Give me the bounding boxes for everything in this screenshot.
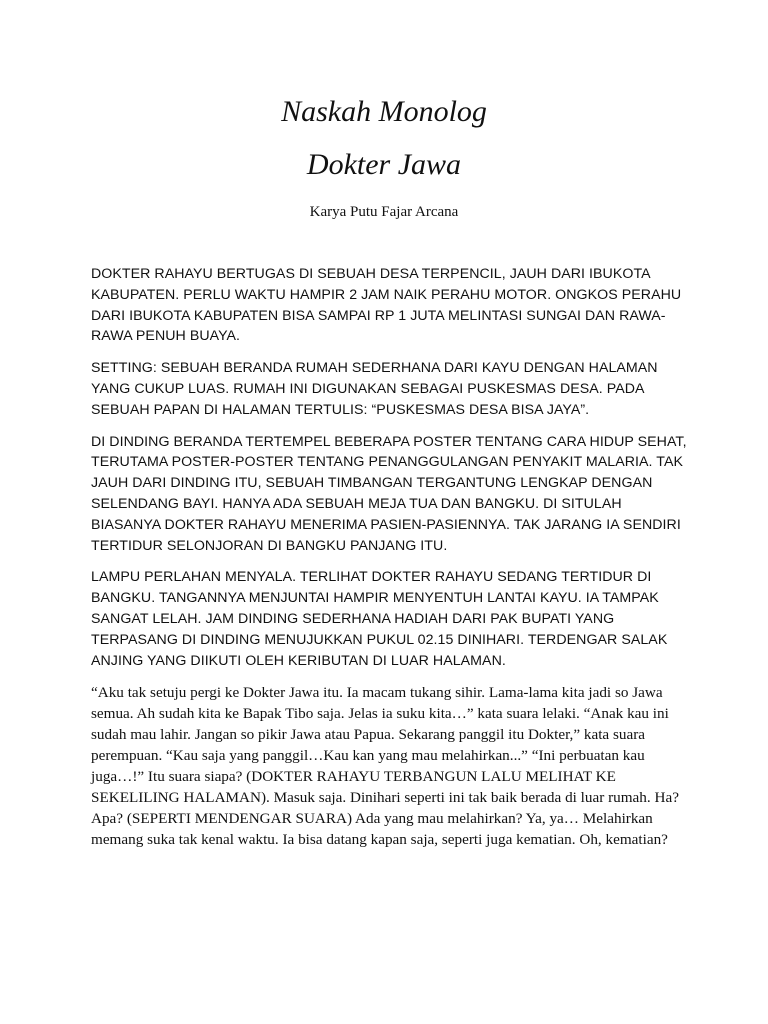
document-title: Naskah Monolog	[281, 95, 487, 128]
author-credit: Karya Putu Fajar Arcana	[309, 204, 459, 220]
paragraph-dialogue: “Aku tak setuju pergi ke Dokter Jawa itu. Ia macam tukang sihir. Lama-lama kita jadi so Jawa semua. Ah sudah kita ke Bapak Tibo saja. Jelas ia suku kita…” kata suara lelaki. “Anak kau ini sudah mau lahir. Jangan so pikir Jawa atau Papua. Sekarang panggil itu Dokter,” kata suara perempuan. “Kau saja yang panggil…Kau kan yang mau melahirkan...” “Ini perbuatan kau juga…!” Itu suara siapa? (DOKTER RAHAYU TERBANGUN LALU MELIHAT KE SEKELILING HALAMAN). Masuk saja. Dinihari seperti ini tak baik berada di luar rumah. Ha? Apa? (SEPERTI MENDENGAR SUARA) Ada yang mau melahirkan? Ya, ya… Melahirkan memang suka tak kenal waktu. Ia bisa datang kapan saja, seperti juga kematian. Oh, kematian?	[91, 684, 679, 849]
document-body	[91, 264, 687, 850]
document-subtitle: Dokter Jawa	[306, 148, 462, 181]
paragraph-setting: SETTING: SEBUAH BERANDA RUMAH SEDERHANA DARI KAYU DENGAN HALAMAN YANG CUKUP LUAS. RUMAH INI DIGUNAKAN SEBAGAI PUSKESMAS DESA. PADA SEBUAH PAPAN DI HALAMAN TERTULIS: “PUSKESMAS DESA BISA JAYA”.	[91, 360, 658, 418]
paragraph-stage-direction: LAMPU PERLAHAN MENYALA. TERLIHAT DOKTER RAHAYU SEDANG TERTIDUR DI BANGKU. TANGANNYA MENJUNTAI HAMPIR MENYENTUH LANTAI KAYU. IA TAMPAK SANGAT LELAH. JAM DINDING SEDERHANA HADIAH DARI PAK BUPATI YANG TERPASANG DI DINDING MENUJUKKAN PUKUL 02.15 DINIHARI. TERDENGAR SALAK ANJING YANG DIIKUTI OLEH KERIBUTAN DI LUAR HALAMAN.	[91, 569, 668, 669]
paragraph-description: DI DINDING BERANDA TERTEMPEL BEBERAPA POSTER TENTANG CARA HIDUP SEHAT, TERUTAMA POSTER-POSTER TENTANG PENANGGULANGAN PENYAKIT MALARIA. TAK JAUH DARI DINDING ITU, SEBUAH TIMBANGAN TERGANTUNG LENGKAP DENGAN SELENDANG BAYI. HANYA ADA SEBUAH MEJA TUA DAN BANGKU. DI SITULAH BIASANYA DOKTER RAHAYU MENERIMA PASIEN-PASIENNYA. TAK JARANG IA SENDIRI TERTIDUR SELONJORAN DI BANGKU PANJANG ITU.	[91, 433, 687, 554]
paragraph-intro: DOKTER RAHAYU BERTUGAS DI SEBUAH DESA TERPENCIL, JAUH DARI IBUKOTA KABUPATEN. PERLU WAKTU HAMPIR 2 JAM NAIK PERAHU MOTOR. ONGKOS PERAHU DARI IBUKOTA KABUPATEN BISA SAMPAI RP 1 JUTA MELINTASI SUNGAI DAN RAWA-RAWA PENUH BUAYA.	[91, 266, 682, 345]
